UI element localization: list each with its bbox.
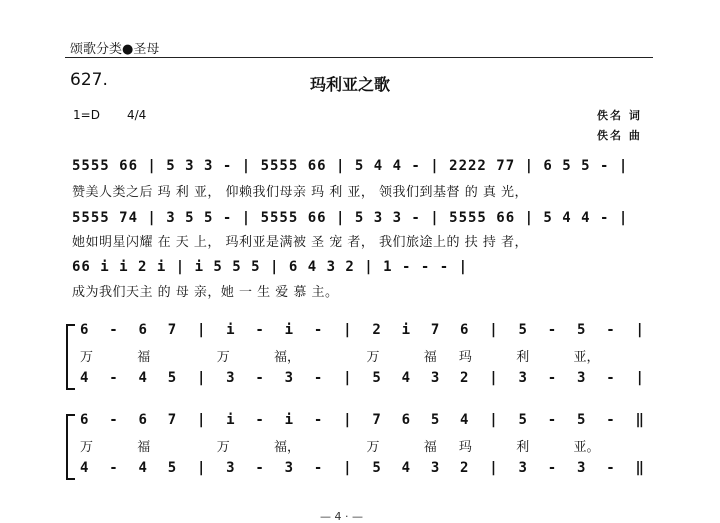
- note: 4: [138, 460, 147, 476]
- header-rule: [65, 57, 653, 58]
- lyric-syllable: 万: [366, 440, 380, 455]
- system-bracket: [66, 414, 75, 480]
- note: 4: [401, 370, 411, 386]
- note: 3: [226, 460, 235, 476]
- note: 6: [138, 322, 147, 338]
- key-signature: 1=D: [73, 108, 100, 122]
- lyric-syllable: 万: [366, 350, 380, 365]
- note: 3: [284, 460, 294, 476]
- note: 7: [167, 412, 177, 428]
- note: -: [547, 322, 557, 338]
- note: 5: [167, 460, 177, 476]
- lyric-syllable: 亚，: [573, 350, 600, 365]
- note: i: [401, 322, 411, 338]
- final-barline: ‖: [635, 412, 644, 428]
- verse-notes-3: 66 i i 2 i | i 5 5 5 | 6 4 3 2 | 1 - - - |: [72, 259, 469, 275]
- note: -: [109, 322, 118, 338]
- lyric-syllable: 福: [137, 440, 151, 455]
- note: 3: [284, 370, 294, 386]
- barline: |: [489, 370, 498, 386]
- note: 6: [80, 412, 89, 428]
- page-footer-fragment: — 4 · —: [320, 510, 363, 523]
- song-title: 玛利亚之歌: [310, 75, 391, 94]
- verse-lyrics-2: 她如明星闪耀 在 天 上， 玛利亚是满被 圣 宠 者， 我们旅途上的 扶 持 者，: [72, 235, 528, 250]
- lower-voice-row: [80, 460, 644, 476]
- lyric-syllable: 福: [423, 350, 437, 365]
- barline: |: [196, 460, 206, 476]
- note: -: [109, 460, 118, 476]
- note: 6: [401, 412, 411, 428]
- barline: |: [343, 370, 352, 386]
- verse-lyrics-3: 成为我们天主 的 母 亲，她 一 生 爱 慕 主。: [72, 285, 339, 300]
- note: i: [226, 412, 235, 428]
- note: 3: [430, 370, 440, 386]
- note: i: [284, 322, 294, 338]
- note: 3: [576, 370, 586, 386]
- note: 3: [518, 460, 527, 476]
- note: -: [313, 460, 323, 476]
- verse-lyrics-1: 赞美人类之后 玛 利 亚， 仰赖我们母亲 玛 利 亚， 领我们到基督 的 真 光，: [72, 185, 528, 200]
- note: -: [313, 322, 323, 338]
- lyric-syllable: 福: [137, 350, 151, 365]
- system-bracket: [66, 324, 75, 390]
- note: -: [313, 370, 323, 386]
- note: 5: [576, 412, 586, 428]
- lyric-syllable: 万: [216, 440, 230, 455]
- barline: |: [489, 412, 498, 428]
- note: 2: [460, 370, 469, 386]
- note: 2: [460, 460, 469, 476]
- lyric-syllable: 福: [423, 440, 437, 455]
- barline: |: [489, 322, 498, 338]
- lyricist-credit: 佚名 词: [597, 109, 642, 122]
- note: -: [547, 460, 557, 476]
- barline: |: [635, 370, 644, 386]
- note: 5: [518, 412, 527, 428]
- barline: |: [489, 460, 498, 476]
- refrain-lyrics-row: [80, 346, 644, 365]
- note: 4: [138, 370, 147, 386]
- note: i: [226, 322, 235, 338]
- note: 7: [372, 412, 381, 428]
- note: i: [284, 412, 294, 428]
- barline: |: [343, 412, 352, 428]
- lyric-syllable: 福，: [274, 350, 301, 365]
- note: 4: [401, 460, 411, 476]
- note: 3: [518, 370, 527, 386]
- lyric-syllable: 玛: [458, 440, 472, 455]
- verse-notes-2: 5555 74 | 3 5 5 - | 5555 66 | 5 3 3 - | 5555 66 | 5 4 4 - |: [72, 210, 629, 226]
- note: 3: [226, 370, 235, 386]
- note: -: [606, 460, 615, 476]
- barline: |: [196, 412, 206, 428]
- lyric-syllable: 万: [80, 440, 94, 455]
- note: 5: [576, 322, 586, 338]
- note: 4: [80, 460, 89, 476]
- note: -: [313, 412, 323, 428]
- note: 7: [430, 322, 440, 338]
- note: 5: [372, 460, 381, 476]
- lyric-syllable: 万: [216, 350, 230, 365]
- lyric-syllable: 利: [516, 350, 530, 365]
- refrain-system-1: [66, 322, 648, 392]
- note: -: [255, 460, 264, 476]
- lyric-syllable: 福，: [274, 440, 301, 455]
- note: 5: [430, 412, 440, 428]
- note: 7: [167, 322, 177, 338]
- note: -: [255, 322, 264, 338]
- note: 6: [138, 412, 147, 428]
- barline: |: [196, 322, 206, 338]
- note: 4: [80, 370, 89, 386]
- note: 3: [430, 460, 440, 476]
- barline: |: [196, 370, 206, 386]
- note: 5: [372, 370, 381, 386]
- song-number: 627.: [70, 70, 108, 90]
- note: -: [547, 412, 557, 428]
- verse-notes-1: 5555 66 | 5 3 3 - | 5555 66 | 5 4 4 - | 2222 77 | 6 5 5 - |: [72, 158, 629, 174]
- note: -: [606, 412, 615, 428]
- note: 2: [372, 322, 381, 338]
- note: 5: [167, 370, 177, 386]
- note: -: [109, 412, 118, 428]
- note: -: [547, 370, 557, 386]
- lyric-syllable: 万: [80, 350, 94, 365]
- note: -: [109, 370, 118, 386]
- refrain-system-2: [66, 412, 648, 482]
- upper-voice-row: [80, 322, 644, 338]
- note: -: [255, 370, 264, 386]
- lyric-syllable: 玛: [458, 350, 472, 365]
- upper-voice-row: [80, 412, 644, 428]
- refrain-lyrics-row: [80, 436, 644, 455]
- lyric-syllable: 利: [516, 440, 530, 455]
- barline: |: [343, 322, 352, 338]
- barline: |: [635, 322, 644, 338]
- note: -: [255, 412, 264, 428]
- note: 5: [518, 322, 527, 338]
- note: 6: [460, 322, 469, 338]
- lyric-syllable: 亚。: [573, 440, 600, 455]
- note: -: [606, 370, 615, 386]
- final-barline: ‖: [635, 460, 644, 476]
- note: 3: [576, 460, 586, 476]
- lower-voice-row: [80, 370, 644, 386]
- time-signature: 4/4: [127, 108, 147, 122]
- note: -: [606, 322, 615, 338]
- note: 4: [460, 412, 469, 428]
- category-header: 颂歌分类●圣母: [70, 42, 160, 57]
- barline: |: [343, 460, 352, 476]
- composer-credit: 佚名 曲: [597, 129, 642, 142]
- note: 6: [80, 322, 89, 338]
